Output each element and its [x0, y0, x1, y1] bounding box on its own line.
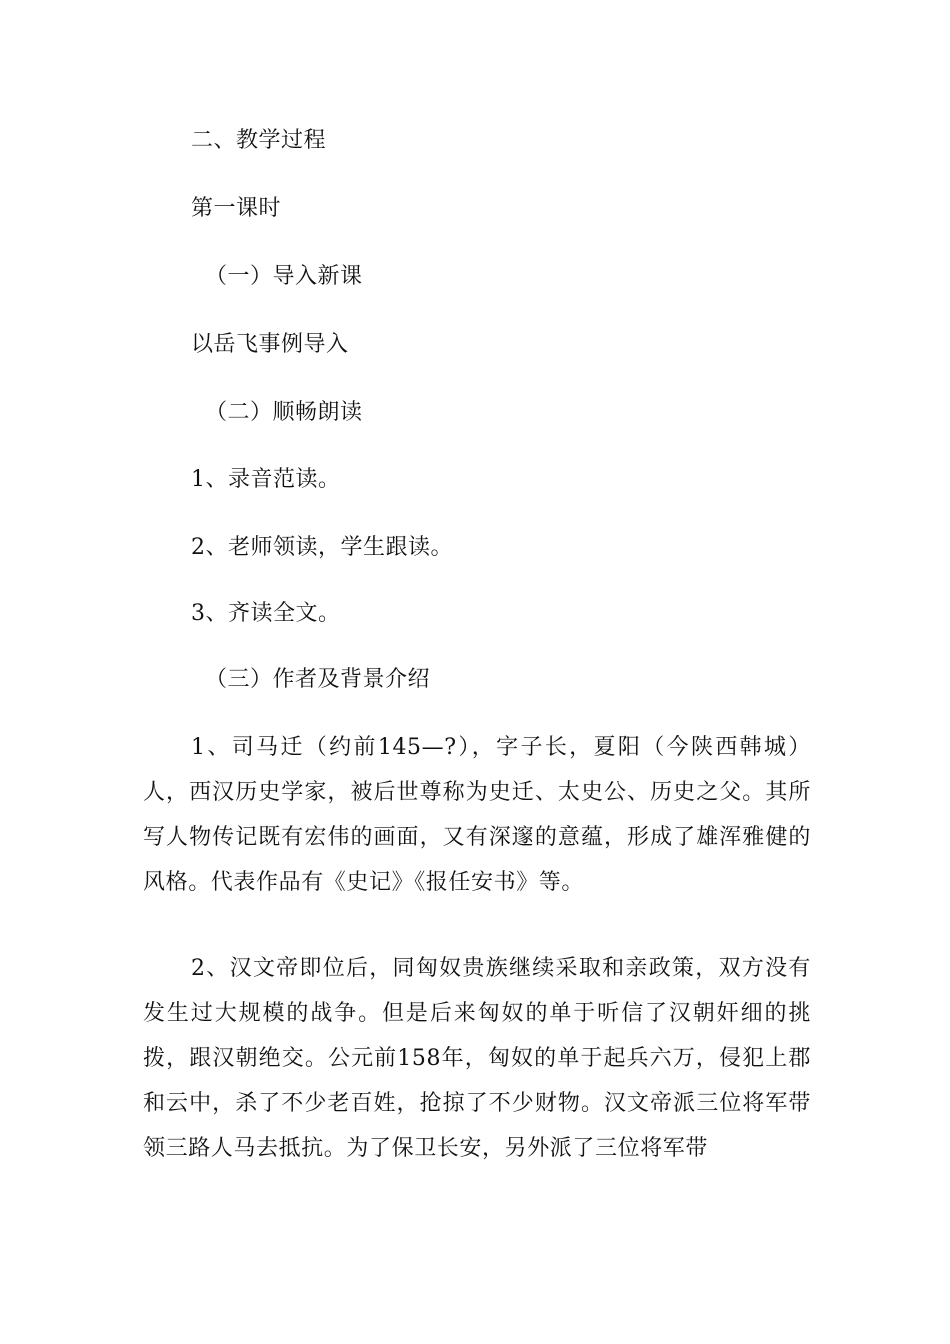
author-intro-paragraph: 1、司马迁（约前145—?），字子长，夏阳（今陕西韩城）人，西汉历史学家，被后世尊称为史迁、太史公、历史之父。其所写人物传记既有宏伟的画面，又有深邃的意蕴，形成了雄浑雅健的风格。代表作品有《史记》《报任安书》等。 — [143, 735, 811, 895]
section-1-title: （一）导入新课 — [205, 264, 363, 289]
section-1-text: 以岳飞事例导入 — [191, 332, 349, 357]
section-3-title: （三）作者及背景介绍 — [205, 667, 431, 692]
list-item: 3、齐读全文。 — [191, 601, 341, 626]
heading-first-lesson: 第一课时 — [191, 196, 282, 221]
heading-teaching-process: 二、教学过程 — [191, 128, 327, 153]
list-item: 2、老师领读，学生跟读。 — [191, 535, 453, 560]
section-2-title: （二）顺畅朗读 — [205, 400, 363, 425]
background-paragraph: 2、汉文帝即位后，同匈奴贵族继续采取和亲政策，双方没有发生过大规模的战争。但是后来匈奴的单于听信了汉朝奸细的挑拨，跟汉朝绝交。公元前158年，匈奴的单于起兵六万，侵犯上郡和云中，杀了不少老百姓，抢掠了不少财物。汉文帝派三位将军带领三路人马去抵抗。为了保卫长安，另外派了三位将军带 — [143, 956, 811, 1161]
list-item: 1、录音范读。 — [191, 467, 341, 492]
